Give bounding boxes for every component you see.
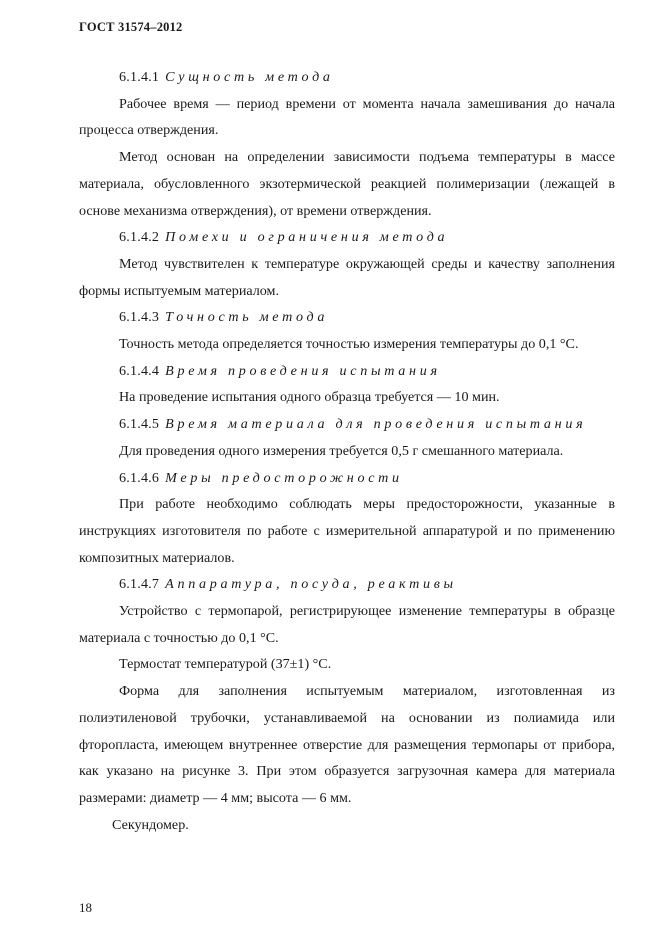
section-heading [79,571,615,598]
section-number: 6.1.4.1 [119,69,160,85]
paragraph: Рабочее время — период времени от момента начала замешивания до начала процесса отверждения. [79,95,615,139]
paragraph: Точность метода определяется точностью измерения температуры до 0,1 °С. [119,336,579,353]
section-title: Точность метода [165,309,329,326]
section-heading [79,411,615,438]
section-number: 6.1.4.4 [119,362,160,379]
paragraph: На проведение испытания одного образца требуется — 10 мин. [119,389,500,406]
document-body [79,64,615,838]
section-heading [79,64,615,91]
page-number: 18 [79,900,92,915]
paragraph: Устройство с термопарой, регистрирующее изменение температуры в образце материала с точностью до 0,1 °С. [79,603,615,646]
paragraph: Метод чувствителен к температуре окружающей среды и качеству заполнения формы испытуемым материалом. [79,255,615,299]
paragraph: Форма для заполнения испытуемым материалом, изготовленная из полиэтиленовой трубочки, устанавливаемой на основании из полиамида или фторопласта, имеющем внутреннее отверстие для размещения термопары от прибора, как указано на рисунке 3. При этом образуется загрузочная камера для материала размерами: диаметр — 4 мм; высота — 6 мм. [79,683,615,806]
section-number: 6.1.4.2 [119,229,160,246]
section-number: 6.1.4.6 [119,469,160,486]
section-number: 6.1.4.5 [119,416,160,433]
paragraph: Для проведения одного измерения требуется 0,5 г смешанного материала. [119,442,564,459]
section-title: Время материала для проведения испытания [165,416,587,433]
section-heading [79,358,615,385]
section-title: Помехи и ограничения метода [165,229,449,246]
section-number: 6.1.4.7 [119,576,160,593]
paragraph: Термостат температурой (37±1) °С. [119,656,332,673]
section-heading [79,304,615,331]
section-heading [79,465,615,492]
paragraph: При работе необходимо соблюдать меры предосторожности, указанные в инструкциях изготовителя по работе с измерительной аппаратурой и по применению композитных материалов. [79,496,615,566]
paragraph: Метод основан на определении зависимости подъема температуры в массе материала, обусловленного экзотермической реакцией полимеризации (лежащей в основе механизма отверждения), от времени отверждения. [79,149,615,219]
section-title: Аппаратура, посуда, реактивы [165,576,457,593]
paragraph: Секундомер. [112,816,189,833]
section-title: Время проведения испытания [165,362,441,379]
section-title: Сущность метода [165,69,334,85]
section-heading [79,224,615,251]
section-number: 6.1.4.3 [119,309,160,326]
section-title: Меры предосторожности [165,469,403,486]
page-header-standard: ГОСТ 31574–2012 [79,20,183,34]
